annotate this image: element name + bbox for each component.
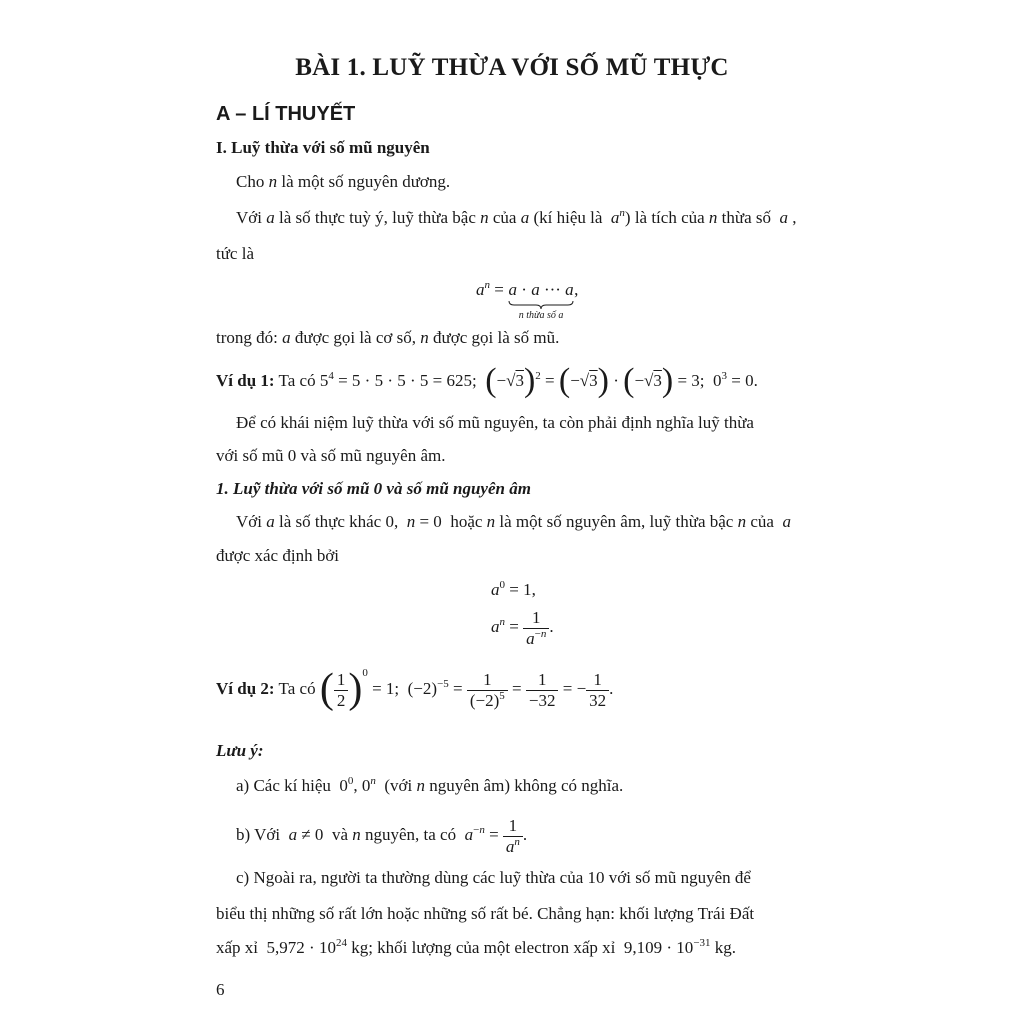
fraction-one-over-a-n: $\frac{1}{a^n}$ [503, 816, 523, 856]
fraction-one-over-minus-32: $\frac{1}{-32}$ [526, 670, 559, 710]
fraction-one-half: $\frac{1}{2}$ [334, 670, 349, 710]
def-text-2: là số thực tuỳ ý, luỹ thừa bậc [279, 208, 476, 227]
where-text-2: được gọi là cơ số, [294, 328, 417, 347]
example-1: Ví dụ 1: Ta có $5^4 = 5 \cdot 5 \cdot 5 \cdot 5 = 625$; $(-√3)^2 = (-√3) \cdot (-√3) = 3$; $0^3 = 0$. [216, 362, 758, 400]
note-b-text-2: và [331, 824, 348, 844]
example-1-text: Ta có [278, 371, 316, 390]
note-b-text-1: b) Với [236, 824, 281, 844]
page-title [0, 54, 1024, 82]
fraction-one-over-minus-2-pow-5: $\frac{1}{(-2)^5}$ [467, 670, 508, 710]
paragraph-where: trong đó: a được gọi là cơ số, n được gọi là số mũ. [216, 328, 560, 347]
paragraph-concept-line-1 [236, 413, 754, 433]
def-text-3: của [492, 208, 517, 227]
note-c-text-1: c) Ngoài ra, người ta thường dùng các luỹ thừa của 10 với số mũ nguyên để [236, 868, 751, 887]
neg-text-2: là số thực khác 0, [279, 512, 399, 531]
paragraph-concept-line-2 [216, 446, 446, 466]
note-c-text-5: kg. [714, 938, 737, 957]
note-a-text-3: nguyên âm) không có nghĩa. [429, 776, 624, 795]
example-2-label: Ví dụ 2: [216, 678, 275, 698]
def-text-5: ) là tích của [624, 208, 705, 227]
note-c-line-1 [236, 868, 751, 888]
neg-text-1: Với [236, 512, 262, 531]
note-b-text-3: nguyên, ta có [364, 824, 457, 844]
paragraph-that-is [216, 244, 254, 264]
neg-text-6: được xác định bởi [216, 546, 340, 565]
section-heading-integer-exponent [216, 138, 430, 158]
formula-negative-power: $a^n$ = $\frac{1}{a^{-n}}$ . [491, 608, 554, 648]
note-heading [216, 741, 263, 761]
example-1-label: Ví dụ 1: [216, 371, 275, 390]
where-text-3: được gọi là số mũ. [433, 328, 560, 347]
note-c-text-2: biểu thị những số rất lớn hoặc những số rất bé. Chẳng hạn: khối lượng Trái Đất [216, 904, 755, 923]
note-c-line-2 [216, 904, 754, 924]
def-text-1: Với [236, 208, 262, 227]
neg-text-5: của [750, 512, 774, 531]
subsection-heading-text: 1. Luỹ thừa với số mũ 0 và số mũ nguyên âm [216, 479, 531, 498]
def-text-6: thừa số [721, 208, 772, 227]
neg-text-4: là một số nguyên âm, luỹ thừa bậc [499, 512, 734, 531]
note-heading-text: Lưu ý: [216, 741, 264, 760]
underbrace-product: a · a ··· a n thừa số a [508, 280, 574, 321]
subsection-heading-zero-negative [216, 479, 531, 499]
page-number-text: 6 [216, 980, 225, 999]
example-2: Ví dụ 2: Ta có ( $\frac{1}{2}$ )$^0$ = 1; $(-2)^{-5}$ = $\frac{1}{(-2)^5}$ = $\frac{1}{-32}$ = − $\frac{1}{32}$ . [216, 666, 614, 713]
example-2-text: Ta có [278, 678, 316, 698]
note-a: a) Các kí hiệu $0^0$, 0$^n$ (với n nguyên âm) không có nghĩa. [236, 775, 624, 795]
paragraph-negative-line-2 [216, 546, 339, 566]
page-title-text: BÀI 1. LUỸ THỪA VỚI SỐ MŨ THỰC [295, 54, 729, 81]
fraction-one-over-a-minus-n: $\frac{1}{a^{-n}}$ [523, 608, 549, 648]
intro-text-2: là một số nguyên dương. [281, 172, 451, 191]
concept-text-2: với số mũ 0 và số mũ nguyên âm. [216, 446, 446, 465]
underbrace-label: n thừa số a [518, 310, 564, 321]
note-c-text-3: xấp xỉ [216, 938, 259, 957]
concept-text-1: Để có khái niệm luỹ thừa với số mũ nguyên, ta còn phải định nghĩa luỹ thừa [236, 413, 754, 432]
where-text-1: trong đó: [216, 328, 278, 347]
note-a-text-1: a) Các kí hiệu [236, 776, 331, 795]
note-c-text-4: kg; khối lượng của một electron xấp xỉ [351, 938, 616, 957]
that-is-text: tức là [216, 244, 255, 263]
section-heading-theory-text: A – LÍ THUYẾT [216, 103, 356, 125]
fraction-one-over-32: $\frac{1}{32}$ [586, 670, 609, 710]
intro-text-1: Cho [236, 172, 265, 191]
paragraph-intro: Cho n là một số nguyên dương. [236, 172, 451, 191]
note-b: b) Với a ≠ 0 và n nguyên, ta có $a^{-n}$ = $\frac{1}{a^n}$ . [236, 816, 528, 856]
formula-zero-power: $a^0 = 1$, [491, 579, 536, 599]
section-heading-theory [216, 103, 355, 126]
underbrace-icon [508, 300, 574, 310]
note-a-text-2: (với [384, 776, 413, 795]
paragraph-definition: Với a là số thực tuỳ ý, luỹ thừa bậc n của a (kí hiệu là $a^n$) là tích của n thừa số a , [236, 207, 797, 227]
def-text-4: (kí hiệu là [533, 208, 603, 227]
formula-power-product: $a^n$ = a · a ··· a n thừa số a , [476, 279, 579, 321]
section-heading-integer-exponent-text: I. Luỹ thừa với số mũ nguyên [216, 138, 430, 157]
paragraph-negative-line-1: Với a là số thực khác 0, n = 0 hoặc n là một số nguyên âm, luỹ thừa bậc n của a [236, 512, 791, 531]
page-number [216, 980, 225, 1000]
neg-text-3: hoặc [450, 512, 483, 531]
note-c-line-3: xấp xỉ $5,972 \cdot 10^{24}$ kg; khối lượng của một electron xấp xỉ $9,109 \cdot 10^{-31}$ kg. [216, 937, 737, 957]
